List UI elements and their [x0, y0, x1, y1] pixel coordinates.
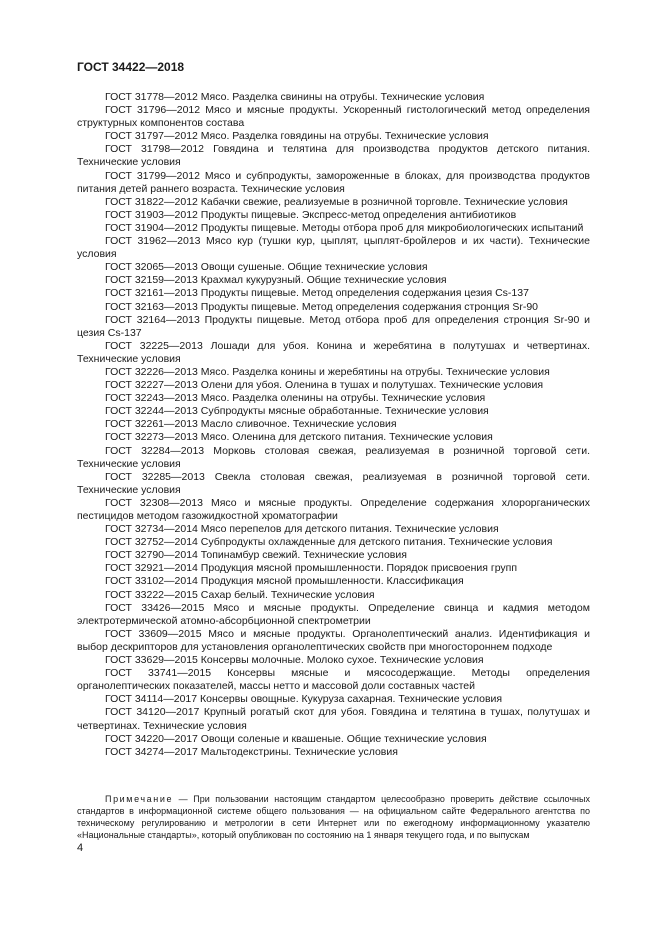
reference-item: ГОСТ 31798—2012 Говядина и телятина для производства продуктов детского питания. Технические условия: [77, 143, 590, 169]
reference-item: ГОСТ 33629—2015 Консервы молочные. Молоко сухое. Технические условия: [105, 654, 484, 667]
reference-item: ГОСТ 33426—2015 Мясо и мясные продукты. Определение свинца и кадмия методом электротермической атомно-абсорбционной спектрометрии: [77, 601, 590, 627]
document-header: ГОСТ 34422—2018: [77, 60, 185, 74]
reference-item: ГОСТ 34120—2017 Крупный рогатый скот для убоя. Говядина и телятина в тушах, полутушах и четвертинах. Технические условия: [77, 706, 590, 732]
reference-item: ГОСТ 34274—2017 Мальтодекстрины. Технические условия: [105, 745, 398, 758]
reference-item: ГОСТ 31962—2013 Мясо кур (тушки кур, цыплят, цыплят-бройлеров и их части). Технические условия: [77, 235, 590, 261]
reference-item: ГОСТ 33741—2015 Консервы мясные и мясосодержащие. Методы определения органолептических показателей, массы нетто и массовой доли составных частей: [77, 667, 590, 693]
reference-item: ГОСТ 32163—2013 Продукты пищевые. Метод определения содержания стронция Sr-90: [105, 300, 539, 313]
page-number: 4: [77, 842, 84, 854]
reference-item: ГОСТ 32261—2013 Масло сливочное. Технические условия: [105, 418, 397, 431]
note-text: — При пользовании настоящим стандартом целесообразно проверить действие ссылочных стандартов в информационной системе общего пользования — на официальном сайте Федерального агентства по техническому регулированию и метрологии в сети Интернет или по ежегодному информационному указателю «Национальные стандарты», который опубликован по состоянию на 1 января текущего года, и по выпускам: [77, 794, 590, 840]
reference-item: ГОСТ 31903—2012 Продукты пищевые. Экспресс-метод определения антибиотиков: [105, 208, 517, 221]
reference-item: ГОСТ 31799—2012 Мясо и субпродукты, замороженные в блоках, для производства продуктов питания детей раннего возраста. Технические условия: [77, 169, 590, 195]
reference-item: ГОСТ 34114—2017 Консервы овощные. Кукуруза сахарная. Технические условия: [105, 693, 503, 706]
reference-item: ГОСТ 32226—2013 Мясо. Разделка конины и жеребятины на отрубы. Технические условия: [105, 365, 550, 378]
reference-item: ГОСТ 32227—2013 Олени для убоя. Оленина в тушах и полутушах. Технические условия: [105, 379, 544, 392]
reference-item: ГОСТ 33222—2015 Сахар белый. Технические условия: [105, 588, 375, 601]
reference-item: ГОСТ 32243—2013 Мясо. Разделка оленины на отрубы. Технические условия: [105, 392, 486, 405]
reference-item: ГОСТ 32244—2013 Субпродукты мясные обработанные. Технические условия: [105, 405, 489, 418]
note-label: Примечание: [105, 794, 174, 804]
reference-item: ГОСТ 31778—2012 Мясо. Разделка свинины на отрубы. Технические условия: [105, 91, 485, 103]
reference-item: ГОСТ 31822—2012 Кабачки свежие, реализуемые в розничной торговле. Технические условия: [105, 195, 568, 208]
reference-item: ГОСТ 34220—2017 Овощи соленые и квашеные. Общие технические условия: [105, 732, 487, 745]
reference-item: ГОСТ 32065—2013 Овощи сушеные. Общие технические условия: [105, 261, 428, 274]
reference-item: ГОСТ 31796—2012 Мясо и мясные продукты. Ускоренный гистологический метод определения структурных компонентов состава: [77, 104, 590, 130]
reference-item: ГОСТ 32752—2014 Субпродукты охлажденные для детского питания. Технические условия: [105, 536, 553, 549]
reference-item: ГОСТ 32164—2013 Продукты пищевые. Метод отбора проб для определения стронция Sr-90 и цезия Cs-137: [77, 313, 590, 339]
reference-item: ГОСТ 31904—2012 Продукты пищевые. Методы отбора проб для микробиологических испытаний: [105, 221, 584, 234]
reference-item: ГОСТ 32159—2013 Крахмал кукурузный. Общие технические условия: [105, 274, 447, 287]
reference-item: ГОСТ 32225—2013 Лошади для убоя. Конина и жеребятина в полутушах и четвертинах. Технические условия: [77, 339, 590, 365]
reference-item: ГОСТ 33609—2015 Мясо и мясные продукты. Органолептический анализ. Идентификация и выбор дескрипторов для установления органолептических свойств при многостороннем подходе: [77, 627, 590, 653]
reference-item: ГОСТ 32790—2014 Топинамбур свежий. Технические условия: [105, 549, 407, 562]
reference-item: ГОСТ 33102—2014 Продукция мясной промышленности. Классификация: [105, 575, 464, 588]
reference-item: ГОСТ 32273—2013 Мясо. Оленина для детского питания. Технические условия: [105, 431, 493, 444]
reference-item: ГОСТ 32921—2014 Продукция мясной промышленности. Порядок присвоения групп: [105, 562, 518, 575]
reference-item: ГОСТ 32161—2013 Продукты пищевые. Метод определения содержания цезия Cs-137: [105, 287, 529, 300]
reference-item: ГОСТ 32308—2013 Мясо и мясные продукты. Определение содержания хлорорганических пестицидов методом газожидкостной хроматографии: [77, 496, 590, 522]
reference-item: ГОСТ 31797—2012 Мясо. Разделка говядины на отрубы. Технические условия: [105, 130, 489, 143]
reference-item: ГОСТ 32284—2013 Морковь столовая свежая, реализуемая в розничной торговой сети. Технические условия: [77, 444, 590, 470]
reference-item: ГОСТ 32734—2014 Мясо перепелов для детского питания. Технические условия: [105, 523, 499, 536]
footnote-note: [77, 793, 590, 841]
reference-item: ГОСТ 32285—2013 Свекла столовая свежая, реализуемая в розничной торговой сети. Технические условия: [77, 470, 590, 496]
normative-references-list: [77, 91, 590, 759]
